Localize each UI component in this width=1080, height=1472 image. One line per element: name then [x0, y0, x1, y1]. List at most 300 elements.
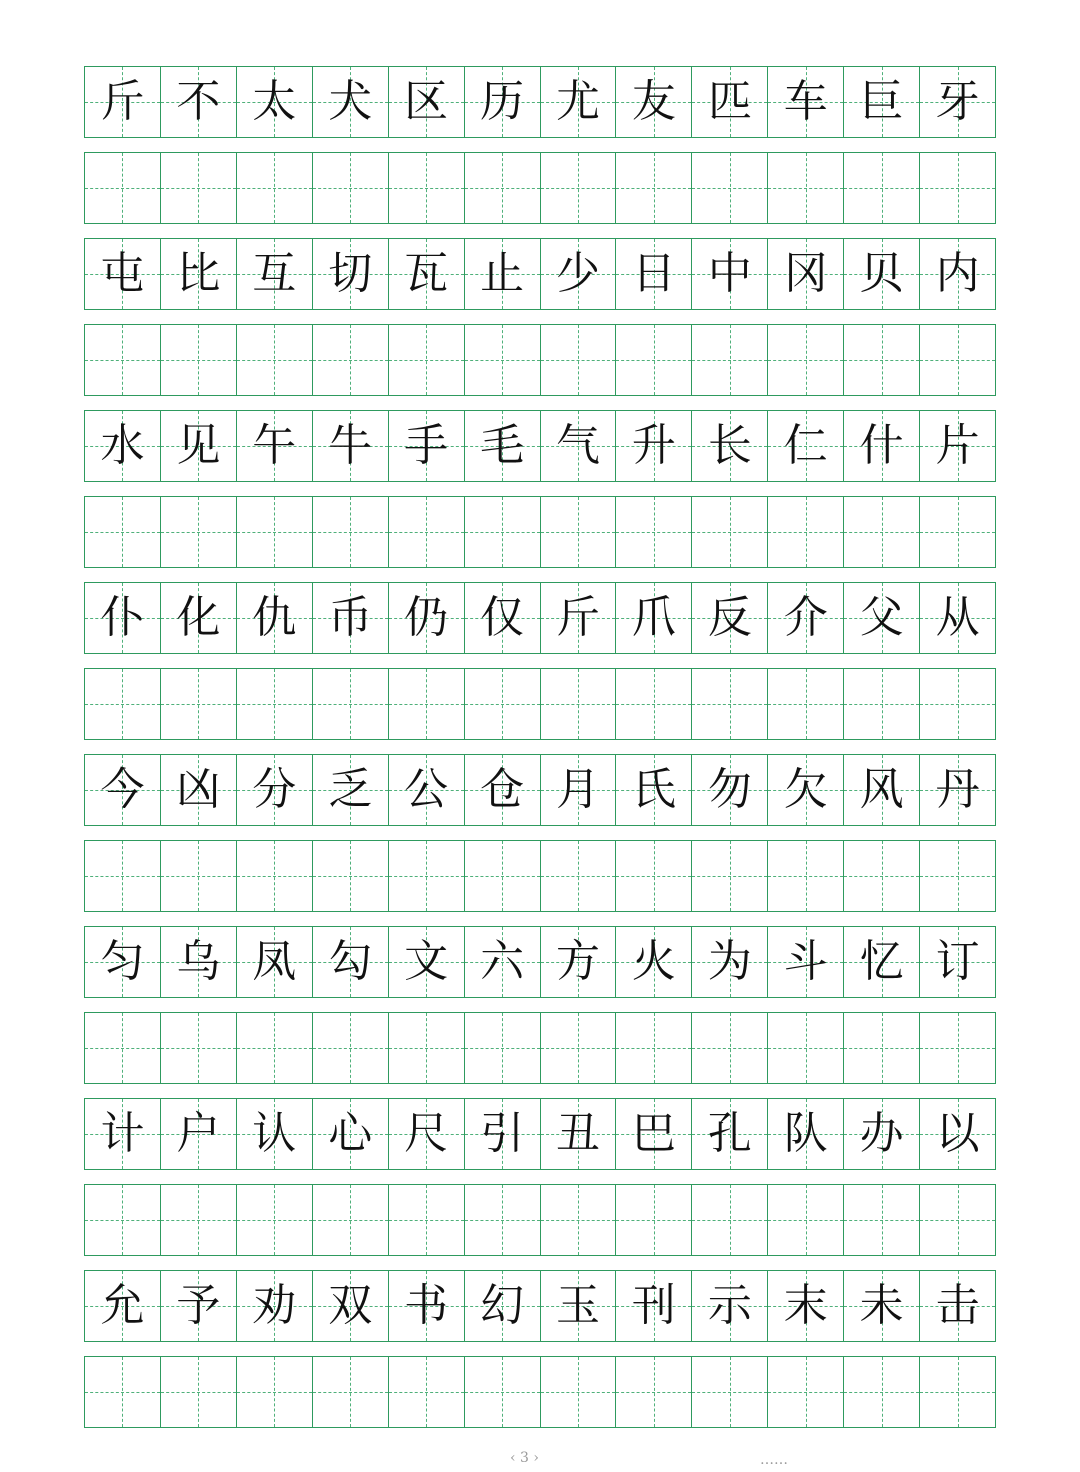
page-number: ‹ 3 ›: [510, 1450, 540, 1466]
character-cell: [844, 411, 920, 481]
model-character: 今: [100, 764, 145, 815]
practice-cell[interactable]: [616, 325, 692, 395]
practice-cell[interactable]: [541, 1357, 617, 1427]
character-cell: [768, 583, 844, 653]
model-character: 队: [783, 1108, 828, 1159]
character-cell: [692, 927, 768, 997]
character-cell: [85, 411, 161, 481]
character-cell: [389, 583, 465, 653]
practice-cell[interactable]: [692, 1357, 768, 1427]
model-character: 中: [707, 248, 752, 299]
practice-cell[interactable]: [465, 841, 541, 911]
practice-cell[interactable]: [844, 1013, 920, 1083]
practice-cell[interactable]: [465, 1357, 541, 1427]
practice-row: [84, 840, 996, 912]
model-character: 火: [631, 936, 676, 987]
practice-cell[interactable]: [844, 841, 920, 911]
model-character: 分: [252, 764, 297, 815]
character-cell: [161, 1099, 237, 1169]
model-character: 反: [707, 592, 752, 643]
model-character: 末: [783, 1280, 828, 1331]
practice-cell[interactable]: [692, 153, 768, 223]
practice-cell[interactable]: [768, 1357, 844, 1427]
practice-cell[interactable]: [692, 497, 768, 567]
character-cell: [692, 583, 768, 653]
character-cell: [920, 239, 995, 309]
character-cell: [616, 1271, 692, 1341]
character-cell: [465, 411, 541, 481]
character-cell: [768, 67, 844, 137]
practice-cell[interactable]: [389, 1185, 465, 1255]
practice-cell[interactable]: [768, 669, 844, 739]
practice-cell[interactable]: [85, 1013, 161, 1083]
character-cell: [768, 411, 844, 481]
practice-cell[interactable]: [541, 497, 617, 567]
practice-cell[interactable]: [313, 1185, 389, 1255]
character-cell: [768, 927, 844, 997]
model-character: 牙: [935, 76, 980, 127]
character-cell: [161, 755, 237, 825]
model-character: 刊: [631, 1280, 676, 1331]
character-cell: [844, 583, 920, 653]
character-cell: [161, 583, 237, 653]
practice-cell[interactable]: [389, 669, 465, 739]
character-cell: [844, 1099, 920, 1169]
character-cell: [844, 239, 920, 309]
model-character: 予: [176, 1280, 221, 1331]
practice-row: [84, 324, 996, 396]
practice-cell[interactable]: [237, 1357, 313, 1427]
practice-cell[interactable]: [920, 669, 995, 739]
model-character: 斗: [783, 936, 828, 987]
practice-cell[interactable]: [85, 1357, 161, 1427]
model-character: 凤: [252, 936, 297, 987]
model-character: 日: [631, 248, 676, 299]
character-cell: [920, 1271, 995, 1341]
practice-cell[interactable]: [313, 325, 389, 395]
character-cell: [541, 927, 617, 997]
character-cell: [541, 755, 617, 825]
character-cell: [161, 239, 237, 309]
character-cell: [768, 755, 844, 825]
character-cell: [85, 1099, 161, 1169]
character-cell: [465, 1271, 541, 1341]
model-character: 勾: [328, 936, 373, 987]
model-character: 忆: [859, 936, 904, 987]
practice-cell[interactable]: [692, 669, 768, 739]
character-row: [84, 1098, 996, 1170]
character-cell: [161, 927, 237, 997]
practice-cell[interactable]: [313, 1013, 389, 1083]
character-cell: [616, 239, 692, 309]
model-character: 匀: [100, 936, 145, 987]
model-character: 氏: [631, 764, 676, 815]
character-cell: [389, 927, 465, 997]
character-cell: [844, 755, 920, 825]
practice-cell[interactable]: [844, 153, 920, 223]
character-cell: [237, 755, 313, 825]
practice-cell[interactable]: [85, 1185, 161, 1255]
character-cell: [692, 411, 768, 481]
model-character: 未: [859, 1280, 904, 1331]
model-character: 欠: [783, 764, 828, 815]
model-character: 水: [100, 420, 145, 471]
character-cell: [161, 1271, 237, 1341]
character-cell: [616, 411, 692, 481]
model-character: 片: [935, 420, 980, 471]
model-character: 犬: [328, 76, 373, 127]
model-character: 介: [783, 592, 828, 643]
model-character: 太: [252, 76, 297, 127]
model-character: 毛: [480, 420, 525, 471]
character-cell: [616, 755, 692, 825]
model-character: 手: [404, 420, 449, 471]
model-character: 户: [176, 1108, 221, 1159]
model-character: 引: [480, 1108, 525, 1159]
practice-cell[interactable]: [465, 325, 541, 395]
character-cell: [313, 239, 389, 309]
character-cell: [541, 1099, 617, 1169]
character-cell: [768, 1271, 844, 1341]
model-character: 劝: [252, 1280, 297, 1331]
practice-cell[interactable]: [920, 497, 995, 567]
character-row: [84, 582, 996, 654]
character-cell: [313, 755, 389, 825]
practice-cell[interactable]: [768, 1013, 844, 1083]
model-character: 车: [783, 76, 828, 127]
practice-cell[interactable]: [541, 841, 617, 911]
practice-cell[interactable]: [692, 841, 768, 911]
practice-cell[interactable]: [692, 325, 768, 395]
model-character: 瓦: [404, 248, 449, 299]
character-cell: [920, 927, 995, 997]
character-cell: [313, 1271, 389, 1341]
character-cell: [692, 1271, 768, 1341]
model-character: 友: [631, 76, 676, 127]
practice-cell[interactable]: [844, 1185, 920, 1255]
character-cell: [237, 411, 313, 481]
character-cell: [161, 67, 237, 137]
practice-cell[interactable]: [692, 1013, 768, 1083]
practice-cell[interactable]: [85, 153, 161, 223]
practice-cell[interactable]: [161, 841, 237, 911]
practice-cell[interactable]: [768, 1185, 844, 1255]
practice-cell[interactable]: [161, 1357, 237, 1427]
model-character: 巴: [631, 1108, 676, 1159]
character-row: [84, 926, 996, 998]
model-character: 互: [252, 248, 297, 299]
practice-cell[interactable]: [541, 1013, 617, 1083]
practice-cell[interactable]: [844, 1357, 920, 1427]
character-cell: [313, 67, 389, 137]
character-cell: [85, 67, 161, 137]
model-character: 击: [935, 1280, 980, 1331]
page-footer: [0, 1446, 1080, 1472]
practice-cell[interactable]: [85, 669, 161, 739]
character-cell: [85, 583, 161, 653]
character-cell: [161, 411, 237, 481]
character-cell: [237, 239, 313, 309]
practice-cell[interactable]: [844, 669, 920, 739]
model-character: 示: [707, 1280, 752, 1331]
character-cell: [465, 239, 541, 309]
character-cell: [465, 1099, 541, 1169]
practice-cell[interactable]: [844, 325, 920, 395]
model-character: 风: [859, 764, 904, 815]
character-cell: [920, 67, 995, 137]
practice-cell[interactable]: [541, 1185, 617, 1255]
character-cell: [465, 755, 541, 825]
practice-cell[interactable]: [768, 325, 844, 395]
practice-row: [84, 668, 996, 740]
model-character: 冈: [783, 248, 828, 299]
practice-cell[interactable]: [616, 497, 692, 567]
practice-cell[interactable]: [161, 669, 237, 739]
character-cell: [85, 755, 161, 825]
practice-cell[interactable]: [541, 669, 617, 739]
character-cell: [237, 1099, 313, 1169]
practice-cell[interactable]: [389, 841, 465, 911]
practice-cell[interactable]: [313, 669, 389, 739]
character-cell: [237, 1271, 313, 1341]
character-cell: [616, 67, 692, 137]
character-cell: [237, 67, 313, 137]
practice-cell[interactable]: [85, 497, 161, 567]
practice-cell[interactable]: [161, 153, 237, 223]
character-cell: [692, 239, 768, 309]
character-cell: [541, 1271, 617, 1341]
practice-cell[interactable]: [541, 153, 617, 223]
character-cell: [313, 411, 389, 481]
practice-cell[interactable]: [920, 1013, 995, 1083]
practice-cell[interactable]: [844, 497, 920, 567]
model-character: 丹: [935, 764, 980, 815]
practice-row: [84, 152, 996, 224]
practice-cell[interactable]: [161, 497, 237, 567]
model-character: 双: [328, 1280, 373, 1331]
character-cell: [465, 67, 541, 137]
model-character: 见: [176, 420, 221, 471]
practice-cell[interactable]: [920, 1185, 995, 1255]
model-character: 巨: [859, 76, 904, 127]
practice-cell[interactable]: [237, 497, 313, 567]
practice-cell[interactable]: [616, 841, 692, 911]
model-character: 匹: [707, 76, 752, 127]
model-character: 化: [176, 592, 221, 643]
practice-cell[interactable]: [920, 841, 995, 911]
model-character: 为: [707, 936, 752, 987]
character-cell: [616, 583, 692, 653]
practice-cell[interactable]: [920, 325, 995, 395]
character-cell: [768, 1099, 844, 1169]
model-character: 牛: [328, 420, 373, 471]
model-character: 屯: [100, 248, 145, 299]
model-character: 仁: [783, 420, 828, 471]
model-character: 心: [328, 1108, 373, 1159]
model-character: 月: [555, 764, 600, 815]
practice-cell[interactable]: [161, 325, 237, 395]
model-character: 贝: [859, 248, 904, 299]
character-cell: [768, 239, 844, 309]
practice-cell[interactable]: [768, 497, 844, 567]
practice-cell[interactable]: [616, 1185, 692, 1255]
practice-cell[interactable]: [465, 669, 541, 739]
practice-cell[interactable]: [313, 841, 389, 911]
model-character: 乏: [328, 764, 373, 815]
practice-cell[interactable]: [161, 1013, 237, 1083]
practice-cell[interactable]: [465, 497, 541, 567]
practice-cell[interactable]: [616, 669, 692, 739]
character-cell: [920, 755, 995, 825]
model-character: 少: [555, 248, 600, 299]
practice-cell[interactable]: [465, 153, 541, 223]
practice-cell[interactable]: [313, 497, 389, 567]
character-cell: [920, 1099, 995, 1169]
character-cell: [237, 583, 313, 653]
practice-row: [84, 1184, 996, 1256]
model-character: 允: [100, 1280, 145, 1331]
practice-cell[interactable]: [237, 1013, 313, 1083]
practice-cell[interactable]: [768, 841, 844, 911]
model-character: 玉: [555, 1280, 600, 1331]
model-character: 办: [859, 1108, 904, 1159]
practice-cell[interactable]: [161, 1185, 237, 1255]
practice-cell[interactable]: [616, 1013, 692, 1083]
character-cell: [85, 927, 161, 997]
character-row: [84, 66, 996, 138]
model-character: 书: [404, 1280, 449, 1331]
model-character: 比: [176, 248, 221, 299]
practice-row: [84, 496, 996, 568]
character-cell: [465, 927, 541, 997]
practice-cell[interactable]: [389, 1357, 465, 1427]
model-character: 币: [328, 592, 373, 643]
practice-cell[interactable]: [616, 1357, 692, 1427]
practice-cell[interactable]: [920, 153, 995, 223]
watermark: ……: [760, 1452, 788, 1468]
practice-cell[interactable]: [85, 841, 161, 911]
character-cell: [313, 1099, 389, 1169]
model-character: 父: [859, 592, 904, 643]
practice-cell[interactable]: [237, 1185, 313, 1255]
practice-cell[interactable]: [237, 325, 313, 395]
character-row: [84, 410, 996, 482]
model-character: 内: [935, 248, 980, 299]
character-cell: [692, 755, 768, 825]
model-character: 仅: [480, 592, 525, 643]
model-character: 历: [480, 76, 525, 127]
model-character: 尺: [404, 1108, 449, 1159]
model-character: 方: [555, 936, 600, 987]
practice-cell[interactable]: [237, 153, 313, 223]
character-cell: [85, 1271, 161, 1341]
practice-row: [84, 1356, 996, 1428]
character-cell: [389, 1099, 465, 1169]
character-cell: [616, 1099, 692, 1169]
practice-cell[interactable]: [85, 325, 161, 395]
practice-cell[interactable]: [768, 153, 844, 223]
model-character: 斤: [555, 592, 600, 643]
character-cell: [541, 411, 617, 481]
model-character: 仇: [252, 592, 297, 643]
practice-cell[interactable]: [541, 325, 617, 395]
model-character: 气: [555, 420, 600, 471]
model-character: 幻: [480, 1280, 525, 1331]
practice-cell[interactable]: [313, 153, 389, 223]
character-cell: [389, 239, 465, 309]
character-cell: [844, 927, 920, 997]
practice-cell[interactable]: [237, 669, 313, 739]
practice-row: [84, 1012, 996, 1084]
character-cell: [313, 927, 389, 997]
practice-cell[interactable]: [389, 153, 465, 223]
model-character: 爪: [631, 592, 676, 643]
practice-cell[interactable]: [389, 1013, 465, 1083]
character-cell: [237, 927, 313, 997]
character-cell: [389, 755, 465, 825]
character-cell: [844, 67, 920, 137]
model-character: 区: [404, 76, 449, 127]
model-character: 公: [404, 764, 449, 815]
character-cell: [844, 1271, 920, 1341]
character-cell: [389, 411, 465, 481]
model-character: 升: [631, 420, 676, 471]
model-character: 从: [935, 592, 980, 643]
model-character: 仆: [100, 592, 145, 643]
model-character: 勿: [707, 764, 752, 815]
practice-cell[interactable]: [692, 1185, 768, 1255]
model-character: 止: [480, 248, 525, 299]
model-character: 仍: [404, 592, 449, 643]
model-character: 尤: [555, 76, 600, 127]
character-cell: [85, 239, 161, 309]
character-cell: [920, 583, 995, 653]
character-cell: [313, 583, 389, 653]
practice-cell[interactable]: [465, 1013, 541, 1083]
practice-cell[interactable]: [920, 1357, 995, 1427]
model-character: 认: [252, 1108, 297, 1159]
character-row: [84, 238, 996, 310]
character-cell: [541, 239, 617, 309]
model-character: 计: [100, 1108, 145, 1159]
character-cell: [541, 67, 617, 137]
practice-cell[interactable]: [237, 841, 313, 911]
model-character: 不: [176, 76, 221, 127]
character-cell: [920, 411, 995, 481]
practice-cell[interactable]: [313, 1357, 389, 1427]
practice-cell[interactable]: [465, 1185, 541, 1255]
model-character: 长: [707, 420, 752, 471]
practice-cell[interactable]: [389, 325, 465, 395]
model-character: 切: [328, 248, 373, 299]
model-character: 以: [935, 1108, 980, 1159]
character-cell: [465, 583, 541, 653]
character-row: [84, 1270, 996, 1342]
character-cell: [541, 583, 617, 653]
model-character: 仓: [480, 764, 525, 815]
model-character: 六: [480, 936, 525, 987]
model-character: 什: [859, 420, 904, 471]
character-cell: [692, 67, 768, 137]
model-character: 凶: [176, 764, 221, 815]
practice-cell[interactable]: [616, 153, 692, 223]
practice-cell[interactable]: [389, 497, 465, 567]
model-character: 孔: [707, 1108, 752, 1159]
model-character: 订: [935, 936, 980, 987]
character-cell: [692, 1099, 768, 1169]
character-cell: [389, 1271, 465, 1341]
model-character: 午: [252, 420, 297, 471]
